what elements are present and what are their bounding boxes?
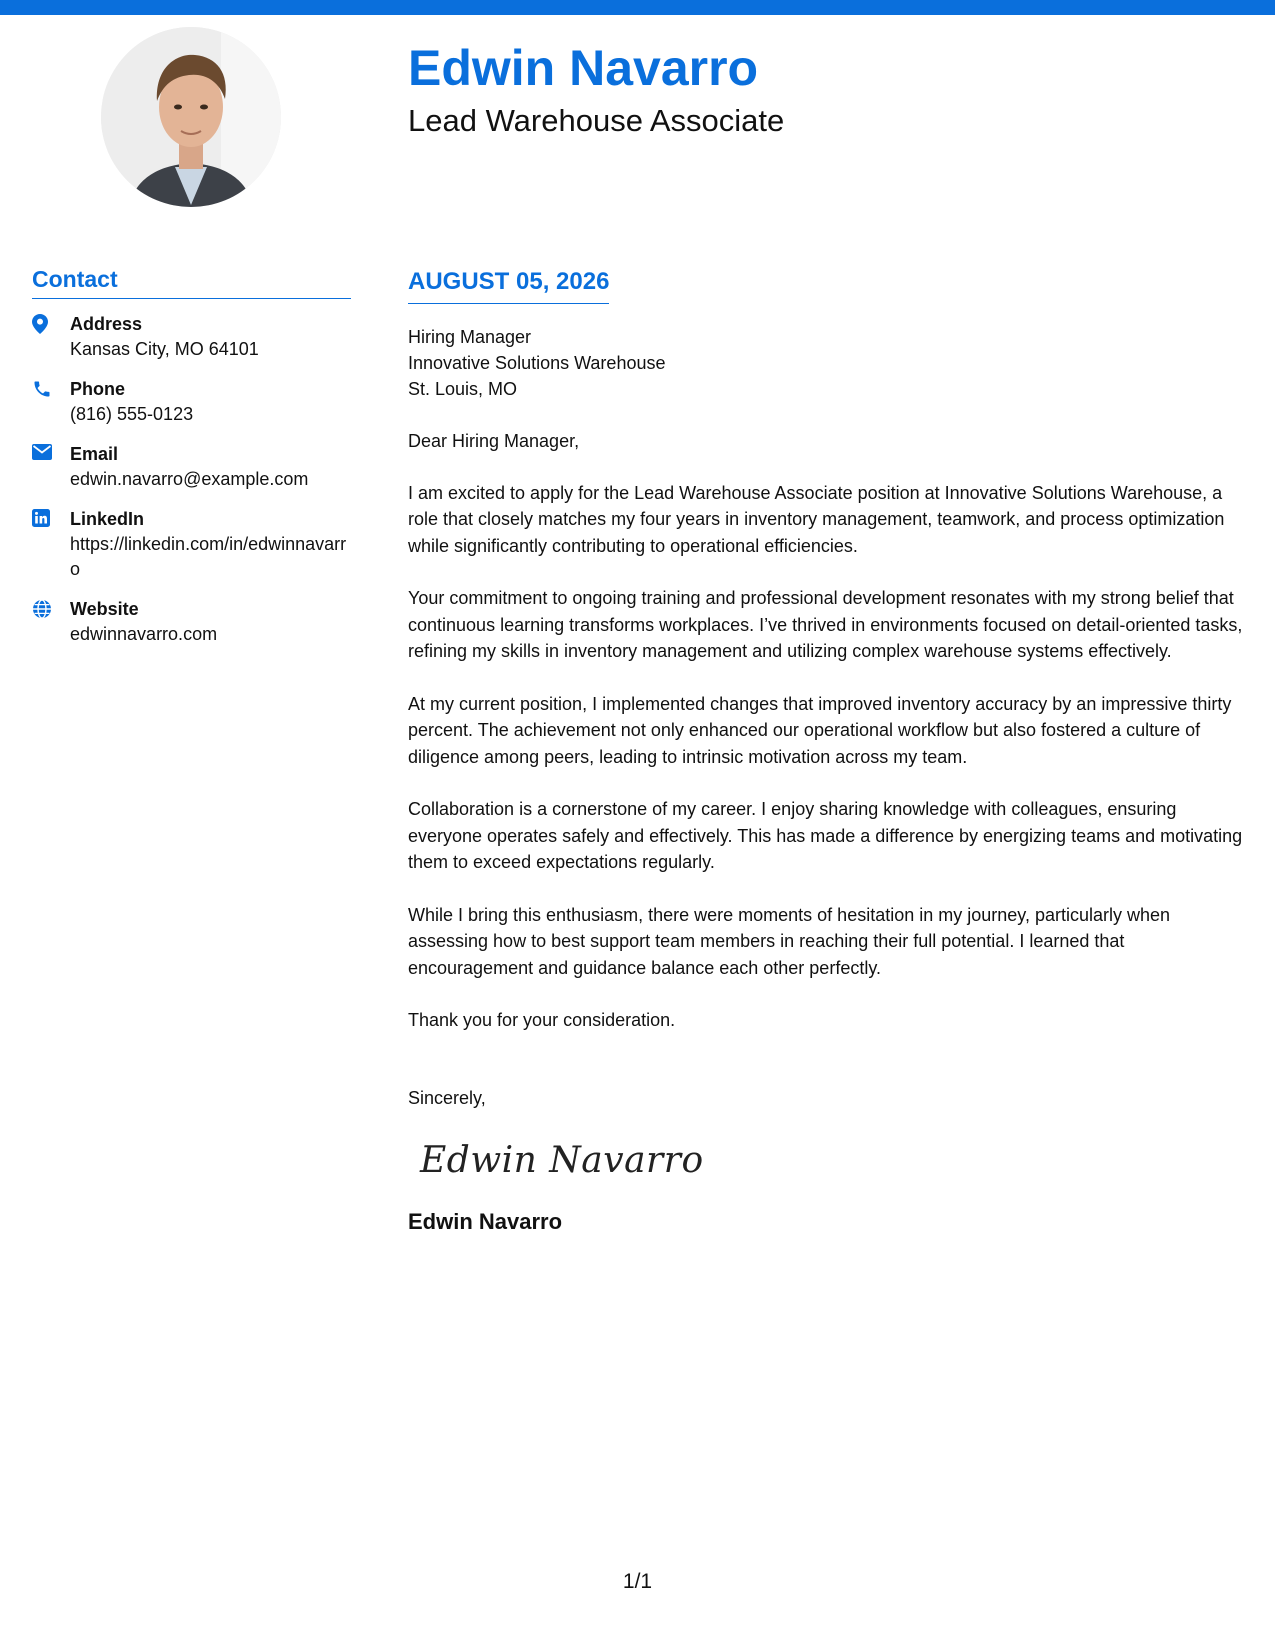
contact-heading: Contact	[32, 266, 351, 299]
candidate-name: Edwin Navarro	[408, 40, 759, 96]
contact-website	[32, 596, 351, 647]
recipient-line: Hiring Manager	[408, 326, 532, 347]
contact-value: edwin.navarro@example.com	[70, 468, 309, 489]
letter-paragraph: While I bring this enthusiasm, there were moments of hesitation in my journey, particularly when assessing how to best support team members in reaching their full potential. I learned that encouragement and guidance balance each other perfectly.	[408, 904, 1171, 978]
profile-photo	[101, 27, 281, 207]
printed-name: Edwin Navarro	[408, 1209, 563, 1235]
page-number: 1/1	[622, 1570, 653, 1593]
candidate-title: Lead Warehouse Associate	[408, 103, 785, 138]
contact-value[interactable]: https://linkedin.com/in/edwinnavarro	[70, 533, 347, 579]
salutation: Dear Hiring Manager,	[408, 430, 580, 451]
letter-paragraph: Collaboration is a cornerstone of my career. I enjoy sharing knowledge with colleagues, ensuring everyone operates safely and effectively. This has made a difference by energizing teams and motivating them to exceed expectations regularly.	[408, 799, 1243, 873]
contact-label: LinkedIn	[70, 508, 145, 529]
letter-paragraph: At my current position, I implemented changes that improved inventory accuracy by an impressive thirty percent. The achievement not only enhanced our operational workflow but also fostered a culture of diligence among peers, leading to intrinsic motivation across my team.	[408, 693, 1232, 767]
closing-line: Thank you for your consideration.	[408, 1010, 676, 1031]
contact-email	[32, 441, 351, 492]
recipient-line: St. Louis, MO	[408, 378, 518, 399]
top-accent-bar	[0, 0, 1275, 15]
contact-value: (816) 555-0123	[70, 403, 194, 424]
phone-icon	[32, 376, 70, 399]
recipient-line: Innovative Solutions Warehouse	[408, 352, 666, 373]
contact-phone	[32, 376, 351, 427]
contact-label: Email	[70, 443, 119, 464]
letter-paragraph: Your commitment to ongoing training and professional development resonates with my strong belief that continuous learning transforms workplaces. I’ve thrived in environments focused on detail-oriented tasks, refining my skills in inventory management and utilizing complex warehouse systems effectively.	[408, 588, 1243, 662]
email-icon	[32, 441, 70, 460]
contact-linkedin	[32, 506, 351, 582]
handwritten-signature: Edwin Navarro	[420, 1140, 704, 1182]
contact-label: Phone	[70, 378, 126, 399]
location-pin-icon	[32, 311, 70, 334]
contact-value[interactable]: edwinnavarro.com	[70, 623, 218, 644]
sign-off: Sincerely,	[408, 1088, 486, 1109]
contact-sidebar	[32, 266, 351, 661]
contact-label: Address	[70, 313, 143, 334]
contact-value: Kansas City, MO 64101	[70, 338, 259, 359]
letter-date: AUGUST 05, 2026	[408, 268, 609, 304]
contact-label: Website	[70, 598, 139, 619]
letter-paragraph: I am excited to apply for the Lead Warehouse Associate position at Innovative Solutions Warehouse, a role that closely matches my four years in inventory management, teamwork, and process optimization while significantly contributing to operational efficiencies.	[408, 482, 1225, 556]
letter-body	[408, 268, 1250, 1236]
contact-address	[32, 311, 351, 362]
linkedin-icon	[32, 506, 70, 527]
globe-icon	[32, 596, 70, 619]
recipient-block	[408, 324, 1250, 402]
